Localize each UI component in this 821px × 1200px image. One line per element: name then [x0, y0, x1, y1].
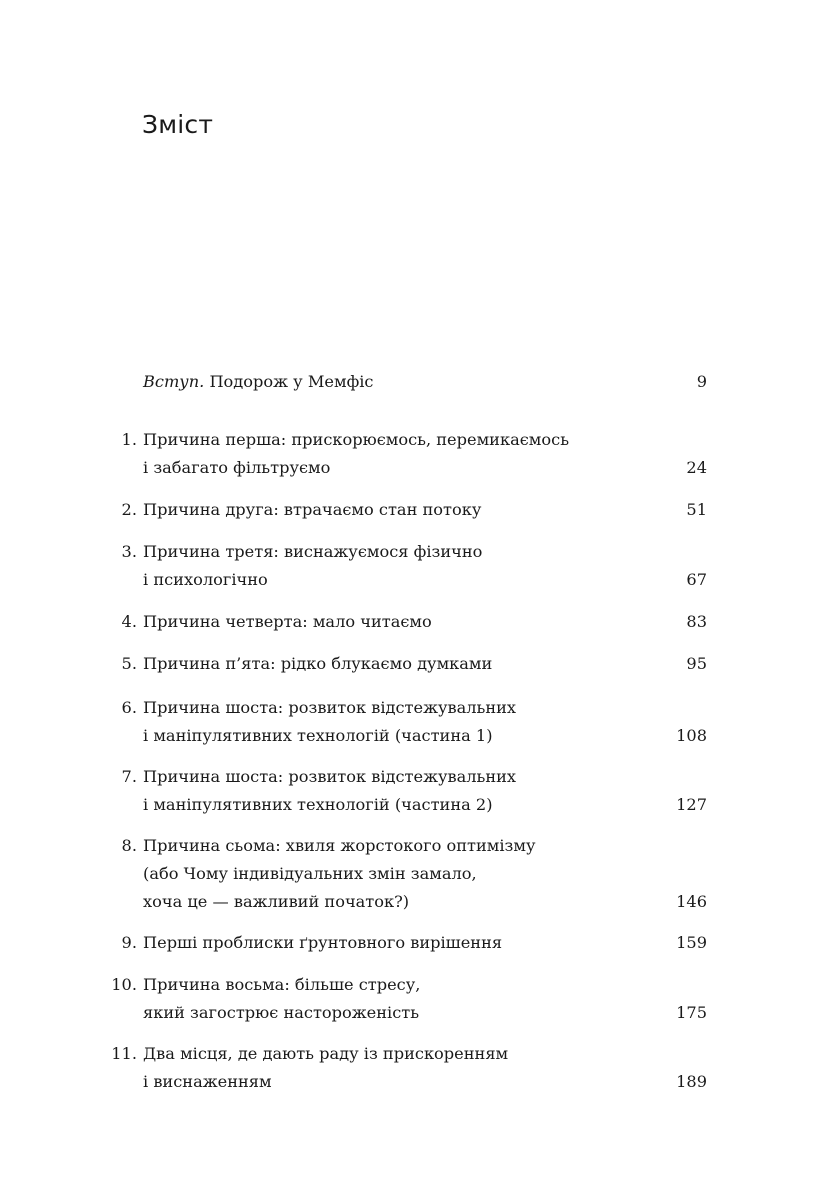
- toc-entry-text: Причина сьома: хвиля жорстокого оптимізму: [143, 836, 536, 855]
- toc-entry-line: [0, 426, 821, 454]
- toc-entry-text: і забагато фільтруємо: [143, 458, 331, 477]
- toc-entry[interactable]: [0, 971, 821, 1027]
- toc-entry-number: 10.: [111, 975, 137, 994]
- toc-entry-text: Причина восьма: більше стресу,: [143, 975, 421, 994]
- toc-page-number: 95: [686, 654, 707, 673]
- toc-entry[interactable]: [0, 832, 821, 916]
- toc-entry[interactable]: [0, 650, 821, 678]
- toc-entry-line: [0, 722, 821, 750]
- toc-dot-leader: [516, 929, 668, 957]
- toc-entry-line: [0, 1068, 821, 1096]
- toc-entry-text: і маніпулятивних технологій (частина 2): [143, 795, 493, 814]
- toc-dot-leader: [446, 608, 669, 636]
- toc-entry-line: [0, 832, 821, 860]
- toc-entry-number: 8.: [121, 836, 137, 855]
- toc-page-number: 175: [676, 1003, 707, 1022]
- toc-entry-number: 7.: [121, 767, 137, 786]
- toc-entry-text: Два місця, де дають раду із прискоренням: [143, 1044, 509, 1063]
- toc-entry-line: [0, 888, 821, 916]
- toc-page-number: 159: [676, 933, 707, 952]
- toc-entry-text: Причина шоста: розвиток відстежувальних: [143, 698, 517, 717]
- toc-entry-line: [0, 1040, 821, 1068]
- toc-page-number: 9: [696, 372, 707, 391]
- toc-entry-text: Вступ. Подорож у Мемфіс: [143, 372, 374, 391]
- toc-page-number: 83: [686, 612, 707, 631]
- toc-entry-number: 1.: [121, 430, 137, 449]
- toc-dot-leader: [507, 791, 669, 819]
- toc-entry-text: і виснаженням: [143, 1072, 272, 1091]
- toc-entry[interactable]: [0, 1040, 821, 1096]
- toc-entry-number: 4.: [121, 612, 137, 631]
- toc-entry-line: [0, 791, 821, 819]
- toc-page-number: 24: [686, 458, 707, 477]
- toc-page-number: 67: [686, 570, 707, 589]
- toc-entry-line: [0, 454, 821, 482]
- toc-entry-text: Причина п’ята: рідко блукаємо думками: [143, 654, 493, 673]
- toc-entry-text: (або Чому індивідуальних змін замало,: [143, 864, 477, 883]
- toc-entry-line: [0, 999, 821, 1027]
- toc-entry[interactable]: [0, 496, 821, 524]
- toc-entry-text: хоча це — важливий початок?): [143, 892, 410, 911]
- toc-dot-leader: [344, 454, 669, 482]
- toc-page-number: 189: [676, 1072, 707, 1091]
- toc-entry-text: Причина третя: виснажуємося фізично: [143, 542, 483, 561]
- toc-dot-leader: [433, 999, 668, 1027]
- toc-entry-line: [0, 608, 821, 636]
- toc-entry-line: [0, 929, 821, 957]
- toc-entry-text: який загострює настороженість: [143, 1003, 420, 1022]
- toc-entry-text: Причина перша: прискорюємось, перемикаємось: [143, 430, 570, 449]
- toc-entry[interactable]: [0, 368, 821, 396]
- toc-entry[interactable]: [0, 929, 821, 957]
- toc-dot-leader: [495, 496, 669, 524]
- toc-dot-leader: [423, 888, 668, 916]
- toc-dot-leader: [506, 650, 669, 678]
- toc-entry-line: [0, 860, 821, 888]
- toc-entry-line: [0, 368, 821, 396]
- toc-entry[interactable]: [0, 694, 821, 750]
- toc-page-number: 51: [686, 500, 707, 519]
- toc-entry-number: 2.: [121, 500, 137, 519]
- toc-entry-line: [0, 650, 821, 678]
- toc-entry-line: [0, 763, 821, 791]
- toc-entry-number: 3.: [121, 542, 137, 561]
- toc-page-number: 108: [676, 726, 707, 745]
- toc-entry[interactable]: [0, 763, 821, 819]
- toc-entry-number: 6.: [121, 698, 137, 717]
- toc-entry-text: Перші проблиски ґрунтовного вирішення: [143, 933, 503, 952]
- toc-entry-text: Причина шоста: розвиток відстежувальних: [143, 767, 517, 786]
- toc-dot-leader: [286, 1068, 669, 1096]
- toc-entry-line: [0, 694, 821, 722]
- toc-entry-line: [0, 566, 821, 594]
- toc-entry-text: і психологічно: [143, 570, 268, 589]
- toc-entry-text: Причина друга: втрачаємо стан потоку: [143, 500, 482, 519]
- toc-dot-leader: [282, 566, 669, 594]
- page-title: Зміст: [142, 110, 214, 139]
- toc-entry-number: 5.: [121, 654, 137, 673]
- toc-entry[interactable]: [0, 608, 821, 636]
- toc-entry-text: і маніпулятивних технологій (частина 1): [143, 726, 493, 745]
- toc-dot-leader: [507, 722, 669, 750]
- toc-page-number: 127: [676, 795, 707, 814]
- toc-entry-text: Причина четверта: мало читаємо: [143, 612, 432, 631]
- toc-entry-number: 9.: [121, 933, 137, 952]
- toc-entry[interactable]: [0, 538, 821, 594]
- toc-entry-line: [0, 496, 821, 524]
- toc-entry-label: Вступ.: [143, 372, 205, 391]
- toc-entry-number: 11.: [111, 1044, 137, 1063]
- toc-entry-line: [0, 971, 821, 999]
- toc-entry[interactable]: [0, 426, 821, 482]
- toc-entry-line: [0, 538, 821, 566]
- toc-page-number: 146: [676, 892, 707, 911]
- toc-dot-leader: [388, 368, 670, 396]
